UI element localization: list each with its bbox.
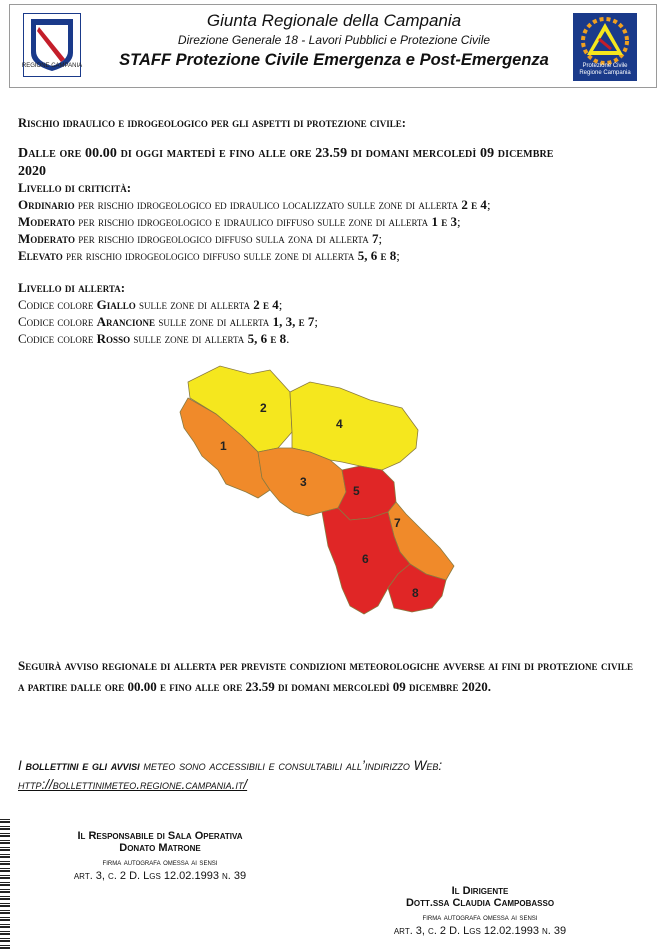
validity-dates-line1: Dalle ore 00.00 di oggi martedì e fino alle ore 23.59 di domani mercoledì 09 dicembre: [18, 146, 554, 161]
signature-left: [60, 830, 260, 882]
allerta-line: Codice colore Giallo sulle zone di allerta 2 e 4;: [18, 297, 283, 312]
allerta-heading: Livello di allerta:: [18, 280, 126, 295]
signature-left-name: Donato Matrone: [119, 842, 201, 854]
validity-dates-line2: 2020: [18, 164, 46, 179]
header-direction: Direzione Generale 18 - Lavori Pubblici e Protezione Civile: [177, 33, 491, 47]
bollettini-url-link[interactable]: http://bollettinimeteo.regione.campania.it/: [18, 777, 248, 792]
risk-title: Rischio idraulico e idrogeologico per gli aspetti di protezione civile:: [18, 116, 406, 130]
follow-up-notice: Seguirà avviso regionale di allerta per previste condizioni meteorologiche avverse ai fini di protezione civile a partire dalle ore 00.00 e fino alle ore 23.59 di domani mercoledì 09 dicembre 2020.: [18, 658, 633, 694]
zone-label-8: 8: [412, 586, 419, 600]
zone-label-6: 6: [362, 552, 369, 566]
left-logo-caption: REGIONE CAMPANIA: [21, 63, 83, 69]
allerta-line: Codice colore Rosso sulle zone di allerta 5, 6 e 8.: [18, 331, 290, 346]
criticita-line: Moderato per rischio idrogeologico e idraulico diffuso sulle zone di allerta 1 e 3;: [18, 214, 461, 229]
signature-right: [380, 885, 580, 937]
signature-right-note2: art. 3, c. 2 D. Lgs 12.02.1993 n. 39: [393, 925, 567, 937]
criticita-heading: Livello di criticità:: [18, 180, 132, 195]
document-header: [9, 4, 657, 88]
criticita-line: Ordinario per rischio idrogeologico ed idraulico localizzato sulle zone di allerta 2 e 4;: [18, 197, 491, 212]
signature-left-title: Il Responsabile di Sala Operativa: [77, 830, 243, 842]
signature-right-name: Dott.ssa Claudia Campobasso: [405, 897, 555, 909]
zone-label-7: 7: [394, 516, 401, 530]
signature-left-note2: art. 3, c. 2 D. Lgs 12.02.1993 n. 39: [73, 870, 247, 882]
zone-label-5: 5: [353, 484, 360, 498]
zone-label-2: 2: [260, 401, 267, 415]
allerta-line: Codice colore Arancione sulle zone di allerta 1, 3, e 7;: [18, 314, 318, 329]
right-logo-caption-2: Regione Campania: [579, 70, 631, 76]
web-notice: I bollettini e gli avvisi meteo sono accessibili e consultabili all’indirizzo Web:: [18, 758, 443, 773]
zone-label-1: 1: [220, 439, 227, 453]
side-barcode: [0, 818, 10, 949]
zone-label-4: 4: [336, 417, 343, 431]
signature-right-note1: firma autografa omessa ai sensi: [422, 912, 538, 922]
zone-label-3: 3: [300, 475, 307, 489]
header-staff-title: STAFF Protezione Civile Emergenza e Post-Emergenza: [119, 51, 549, 69]
header-region-title: Giunta Regionale della Campania: [206, 11, 462, 30]
signature-left-note1: firma autografa omessa ai sensi: [102, 857, 218, 867]
signature-right-title: Il Dirigente: [451, 885, 509, 897]
right-logo-caption-1: Protezione Civile: [582, 63, 628, 69]
criticita-line: Moderato per rischio idrogeologico diffuso sulla zona di allerta 7;: [18, 231, 383, 246]
campania-alert-zones-map: [150, 352, 480, 632]
criticita-line: Elevato per rischio idrogeologico diffuso sulle zone di allerta 5, 6 e 8;: [18, 248, 400, 263]
